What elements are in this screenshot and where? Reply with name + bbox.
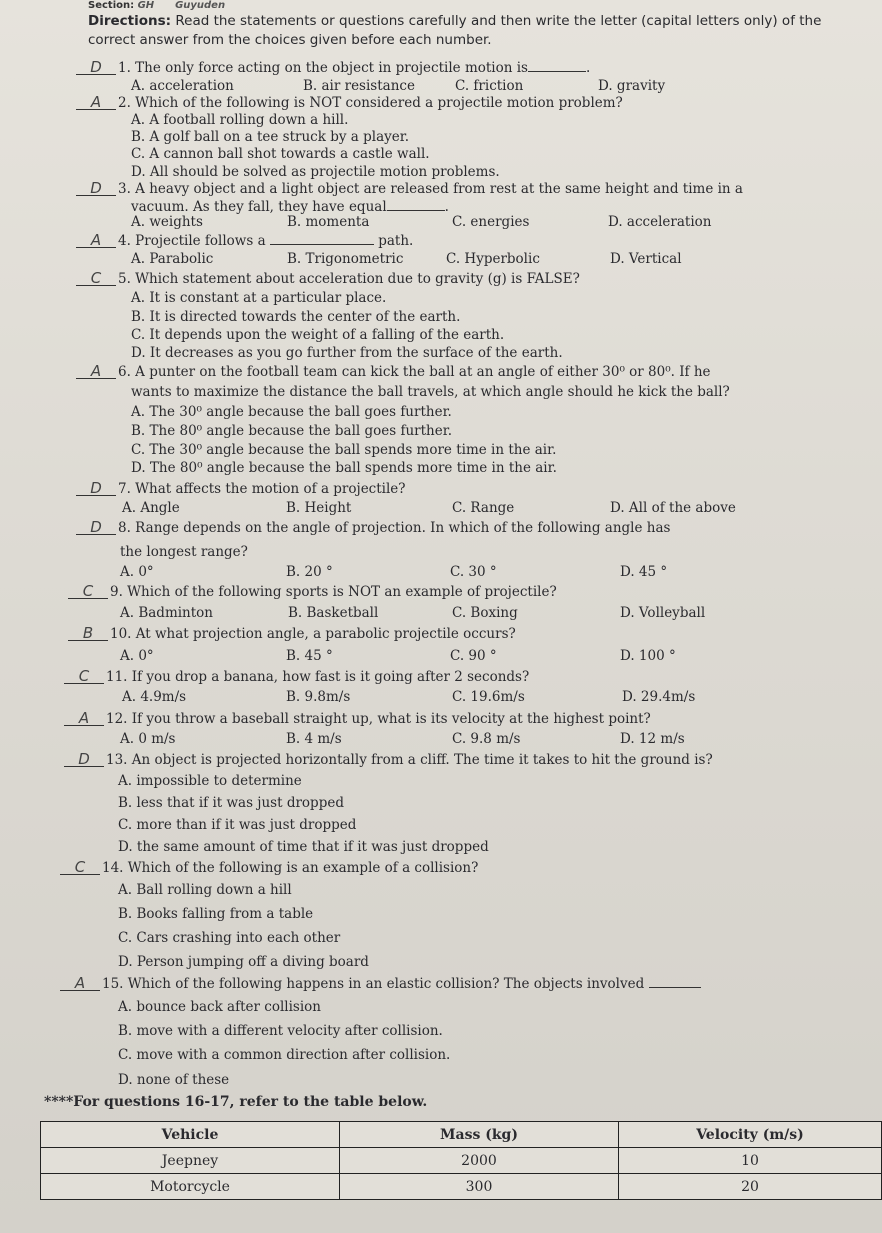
question-text: 4. Projectile follows a [118, 233, 266, 249]
choice: A. Ball rolling down a hill [118, 882, 292, 898]
answer-blank[interactable]: A [76, 95, 116, 110]
choice: B. Trigonometric [287, 251, 404, 267]
choice: D. It decreases as you go further from the surface of the earth. [131, 345, 563, 361]
q10-choices [0, 648, 882, 664]
choice: C. Range [452, 500, 515, 516]
choice: A. Badminton [120, 605, 214, 621]
choice: D. The 80⁰ angle because the ball spends more time in the air. [131, 460, 557, 476]
question-2 [76, 95, 623, 111]
choice: B. air resistance [303, 78, 415, 94]
answer-blank[interactable]: D [64, 752, 104, 767]
section-value: GH [137, 0, 155, 11]
q6-continuation: wants to maximize the distance the ball travels, at which angle should he kick the ball? [131, 384, 730, 400]
table-header-row [41, 1122, 882, 1148]
choice: D. All of the above [610, 500, 736, 516]
question-text: 14. Which of the following is an example of a collision? [102, 860, 479, 876]
question-text: 8. Range depends on the angle of projection. In which of the following angle has [118, 520, 671, 536]
choice: A. impossible to determine [118, 773, 302, 789]
question-text: 1. The only force acting on the object in projectile motion is [118, 60, 528, 76]
continuation-text: vacuum. As they fall, they have equal [131, 199, 387, 215]
question-text: 11. If you drop a banana, how fast is it going after 2 seconds? [106, 669, 530, 685]
question-text: 5. Which statement about acceleration due to gravity (g) is FALSE? [118, 271, 580, 287]
answer-blank[interactable]: D [76, 181, 116, 196]
choice: B. momenta [287, 214, 370, 230]
question-text: 3. A heavy object and a light object are released from rest at the same height and time in a [118, 181, 743, 197]
answer-blank[interactable]: A [64, 711, 104, 726]
column-header: Vehicle [41, 1122, 340, 1148]
choice: A. Parabolic [131, 251, 214, 267]
choice: C. 9.8 m/s [452, 731, 521, 747]
choice: A. bounce back after collision [118, 999, 321, 1015]
q3-continuation: vacuum. As they fall, they have equal . [131, 199, 449, 215]
answer-blank[interactable]: C [60, 860, 100, 875]
directions-text: Read the statements or questions carefully and then write the letter (capital letters only) of the correct answer from the choices given before each number. [88, 13, 822, 48]
choice: C. 90 ° [450, 648, 497, 664]
answer-blank[interactable]: B [68, 626, 108, 641]
choice: C. energies [452, 214, 530, 230]
q9-choices [0, 605, 882, 621]
question-text: 15. Which of the following happens in an elastic collision? The objects involved [102, 976, 645, 992]
vehicle-table [40, 1121, 882, 1200]
table-cell: 10 [619, 1148, 882, 1174]
choice: A. 0° [120, 648, 154, 664]
choice: C. Cars crashing into each other [118, 930, 341, 946]
table-cell: 20 [619, 1174, 882, 1200]
question-end: . [585, 60, 591, 76]
choice: C. move with a common direction after collision. [118, 1047, 451, 1063]
answer-blank[interactable]: C [64, 669, 104, 684]
answer-blank[interactable]: C [68, 584, 108, 599]
choice: C. 19.6m/s [452, 689, 525, 705]
table-row [41, 1174, 882, 1200]
question-4 [76, 233, 413, 249]
choice: B. It is directed towards the center of the earth. [131, 309, 461, 325]
choice: D. 29.4m/s [622, 689, 696, 705]
choice: C. 30 ° [450, 564, 497, 580]
q3-choices [0, 214, 882, 230]
question-9 [68, 584, 557, 600]
question-text: 2. Which of the following is NOT considered a projectile motion problem? [118, 95, 623, 111]
choice: A. 0 m/s [120, 731, 176, 747]
directions-label: Directions: [88, 13, 172, 29]
choice: D. the same amount of time that if it was just dropped [118, 839, 489, 855]
question-text: 13. An object is projected horizontally from a cliff. The time it takes to hit the ground is? [106, 752, 713, 768]
question-8 [76, 520, 670, 536]
choice: C. A cannon ball shot towards a castle wall. [131, 146, 430, 162]
choice: A. A football rolling down a hill. [131, 112, 349, 128]
question-1 [76, 60, 590, 76]
q12-choices [0, 731, 882, 747]
choice: B. 4 m/s [286, 731, 342, 747]
choice: A. Angle [122, 500, 180, 516]
answer-blank[interactable]: C [76, 271, 116, 286]
choice: B. 9.8m/s [286, 689, 351, 705]
choice: B. move with a different velocity after collision. [118, 1023, 443, 1039]
choice: B. A golf ball on a tee struck by a player. [131, 129, 410, 145]
column-header: Mass (kg) [340, 1122, 619, 1148]
q7-choices [0, 500, 882, 516]
question-text: 9. Which of the following sports is NOT an example of projectile? [110, 584, 557, 600]
table-cell: Jeepney [41, 1148, 340, 1174]
choice: D. 100 ° [620, 648, 676, 664]
choice: D. Volleyball [620, 605, 706, 621]
choice: A. 4.9m/s [122, 689, 187, 705]
table-row [41, 1148, 882, 1174]
answer-blank[interactable]: D [76, 481, 116, 496]
answer-blank[interactable]: A [76, 233, 116, 248]
choice: A. acceleration [131, 78, 234, 94]
choice: C. The 30⁰ angle because the ball spends more time in the air. [131, 442, 557, 458]
answer-blank[interactable]: D [76, 520, 116, 535]
choice: D. Vertical [610, 251, 682, 267]
q4-choices [0, 251, 882, 267]
table-note: ****For questions 16-17, refer to the table below. [44, 1094, 428, 1110]
choice: C. friction [455, 78, 524, 94]
q11-choices [0, 689, 882, 705]
table-cell: 2000 [340, 1148, 619, 1174]
choice: A. The 30⁰ angle because the ball goes further. [131, 404, 452, 420]
choice: B. 45 ° [286, 648, 333, 664]
column-header: Velocity (m/s) [619, 1122, 882, 1148]
choice: D. All should be solved as projectile motion problems. [131, 164, 500, 180]
table-cell: Motorcycle [41, 1174, 340, 1200]
question-text: 10. At what projection angle, a parabolic projectile occurs? [110, 626, 516, 642]
choice: D. gravity [598, 78, 666, 94]
choice: B. The 80⁰ angle because the ball goes further. [131, 423, 453, 439]
directions [88, 12, 868, 50]
question-3 [76, 181, 743, 197]
choice: A. It is constant at a particular place. [131, 290, 387, 306]
choice: C. more than if it was just dropped [118, 817, 357, 833]
choice: D. none of these [118, 1072, 230, 1088]
choice: B. Books falling from a table [118, 906, 314, 922]
question-text: 7. What affects the motion of a projectile? [118, 481, 406, 497]
question-14 [60, 860, 478, 876]
question-text: 6. A punter on the football team can kick the ball at an angle of either 30⁰ or 80⁰. If he [118, 364, 711, 380]
question-15 [60, 976, 701, 992]
answer-blank[interactable]: D [76, 60, 116, 75]
choice: A. 0° [120, 564, 154, 580]
question-11 [64, 669, 529, 685]
choice: B. Basketball [288, 605, 379, 621]
answer-blank[interactable]: A [76, 364, 116, 379]
choice: B. 20 ° [286, 564, 333, 580]
choice: D. acceleration [608, 214, 712, 230]
choice: B. less that if it was just dropped [118, 795, 344, 811]
choice: B. Height [286, 500, 352, 516]
question-end: path. [378, 233, 414, 249]
question-10 [68, 626, 516, 642]
choice: C. It depends upon the weight of a falling of the earth. [131, 327, 505, 343]
choice: A. weights [131, 214, 203, 230]
question-12 [64, 711, 651, 727]
q1-choices [0, 78, 882, 94]
question-5 [76, 271, 580, 287]
choice: D. 12 m/s [620, 731, 685, 747]
question-13 [64, 752, 713, 768]
question-6 [76, 364, 711, 380]
q8-choices [0, 564, 882, 580]
q8-continuation: the longest range? [120, 544, 248, 560]
choice: D. 45 ° [620, 564, 668, 580]
question-7 [76, 481, 406, 497]
choice: D. Person jumping off a diving board [118, 954, 369, 970]
question-text: 12. If you throw a baseball straight up, what is its velocity at the highest point? [106, 711, 651, 727]
answer-blank[interactable]: A [60, 976, 100, 991]
choice: C. Boxing [452, 605, 518, 621]
name-value: Guyuden [175, 0, 226, 11]
section-label: Section: [88, 0, 135, 11]
choice: C. Hyperbolic [446, 251, 540, 267]
section-header [88, 0, 225, 11]
table-cell: 300 [340, 1174, 619, 1200]
